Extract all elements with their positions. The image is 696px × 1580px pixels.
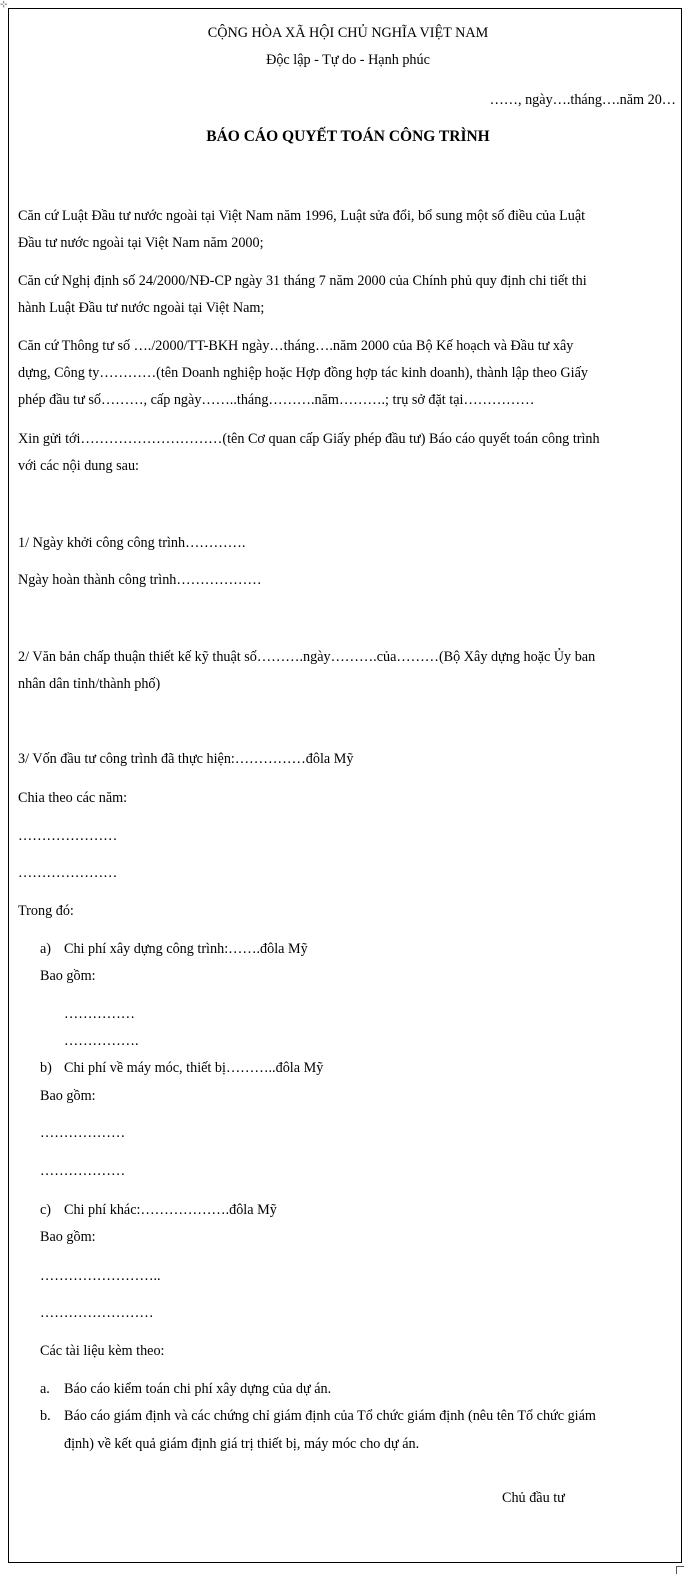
- cost-item-b-text: Chi phí về máy móc, thiết bị………..đôla Mỹ: [64, 1060, 324, 1076]
- attachments-label: Các tài liệu kèm theo:: [40, 1343, 165, 1359]
- motto: Độc lập - Tự do - Hạnh phúc: [266, 52, 430, 68]
- cost-item-a-blank-2: …………….: [64, 1033, 139, 1049]
- by-year-label: Chia theo các năm:: [18, 790, 128, 806]
- attachment-b: [40, 1407, 596, 1425]
- cost-item-a-marker: a): [40, 941, 52, 957]
- attachment-b-line2: định) về kết quả giám định giá trị thiết bị, máy móc cho dự án.: [64, 1436, 420, 1452]
- approval-line1: 2/ Văn bản chấp thuận thiết kế kỹ thuật số……….ngày……….của………(Bộ Xây dựng hoặc Ủy ban: [18, 649, 596, 665]
- signature-label: Chủ đầu tư: [502, 1490, 565, 1506]
- preamble-p1-line2: Đầu tư nước ngoài tại Việt Nam năm 2000;: [18, 235, 264, 251]
- cost-item-a-text: Chi phí xây dựng công trình:…….đôla Mỹ: [64, 941, 308, 957]
- preamble-p3-line3: phép đầu tư số………, cấp ngày……..tháng……….năm……….; trụ sở đặt tại……………: [18, 392, 535, 408]
- attachment-a-marker: a.: [40, 1381, 50, 1397]
- of-which-label: Trong đó:: [18, 903, 74, 919]
- cost-item-c: [40, 1201, 277, 1219]
- date-line: ……, ngày….tháng….năm 20…: [489, 92, 676, 108]
- document-title: BÁO CÁO QUYẾT TOÁN CÔNG TRÌNH: [206, 128, 490, 145]
- attachment-a-text: Báo cáo kiểm toán chi phí xây dựng của dự án.: [64, 1381, 332, 1397]
- preamble-p4-line1: Xin gửi tới…………………………(tên Cơ quan cấp Giấy phép đầu tư) Báo cáo quyết toán công trình: [18, 431, 600, 447]
- completion-date-line: Ngày hoàn thành công trình………………: [18, 572, 262, 588]
- cost-item-c-blank-1: ……………………..: [40, 1268, 161, 1284]
- cost-item-b: [40, 1059, 323, 1077]
- cost-item-a-blank-1: ……………: [64, 1006, 135, 1022]
- cost-item-b-blank-1: ………………: [40, 1125, 126, 1141]
- cost-item-a: [40, 940, 308, 958]
- cost-item-c-text: Chi phí khác:……………….đôla Mỹ: [64, 1202, 277, 1218]
- attachment-a: [40, 1380, 331, 1398]
- attachment-b-marker: b.: [40, 1408, 51, 1424]
- preamble-p1-line1: Căn cứ Luật Đầu tư nước ngoài tại Việt Nam năm 1996, Luật sửa đổi, bổ sung một số điều của Luật: [18, 208, 586, 224]
- cost-item-b-blank-2: ………………: [40, 1163, 126, 1179]
- year-blank-2: …………………: [18, 865, 118, 881]
- attachment-b-line1: Báo cáo giám định và các chứng chỉ giám định của Tổ chức giám định (nêu tên Tổ chức giám: [64, 1408, 596, 1424]
- preamble-p4-line2: với các nội dung sau:: [18, 458, 139, 474]
- preamble-p2-line1: Căn cứ Nghị định số 24/2000/NĐ-CP ngày 31 tháng 7 năm 2000 của Chính phủ quy định chi tiết thi: [18, 273, 587, 289]
- cost-item-c-includes: Bao gồm:: [40, 1229, 96, 1245]
- preamble-p3-line2: dựng, Công ty…………(tên Doanh nghiệp hoặc Hợp đồng hợp tác kinh doanh), thành lập theo Giấy: [18, 365, 588, 381]
- anchor-icon[interactable]: ⊹: [0, 0, 8, 9]
- cost-item-a-includes: Bao gồm:: [40, 968, 96, 984]
- start-date-line: 1/ Ngày khởi công công trình………….: [18, 535, 246, 551]
- approval-line2: nhân dân tỉnh/thành phố): [18, 676, 161, 692]
- preamble-p2-line2: hành Luật Đầu tư nước ngoài tại Việt Nam;: [18, 300, 265, 316]
- year-blank-1: …………………: [18, 828, 118, 844]
- cost-item-b-includes: Bao gồm:: [40, 1088, 96, 1104]
- preamble-p3-line1: Căn cứ Thông tư số …./2000/TT-BKH ngày…tháng….năm 2000 của Bộ Kế hoạch và Đầu tư xây: [18, 338, 574, 354]
- cost-item-c-marker: c): [40, 1202, 52, 1218]
- capital-line: 3/ Vốn đầu tư công trình đã thực hiện:……………đôla Mỹ: [18, 751, 354, 767]
- cost-item-c-blank-2: ……………………: [40, 1305, 154, 1321]
- end-cell-marker: [676, 1566, 684, 1574]
- national-title: CỘNG HÒA XÃ HỘI CHỦ NGHĨA VIỆT NAM: [207, 25, 489, 41]
- cost-item-b-marker: b): [40, 1060, 52, 1076]
